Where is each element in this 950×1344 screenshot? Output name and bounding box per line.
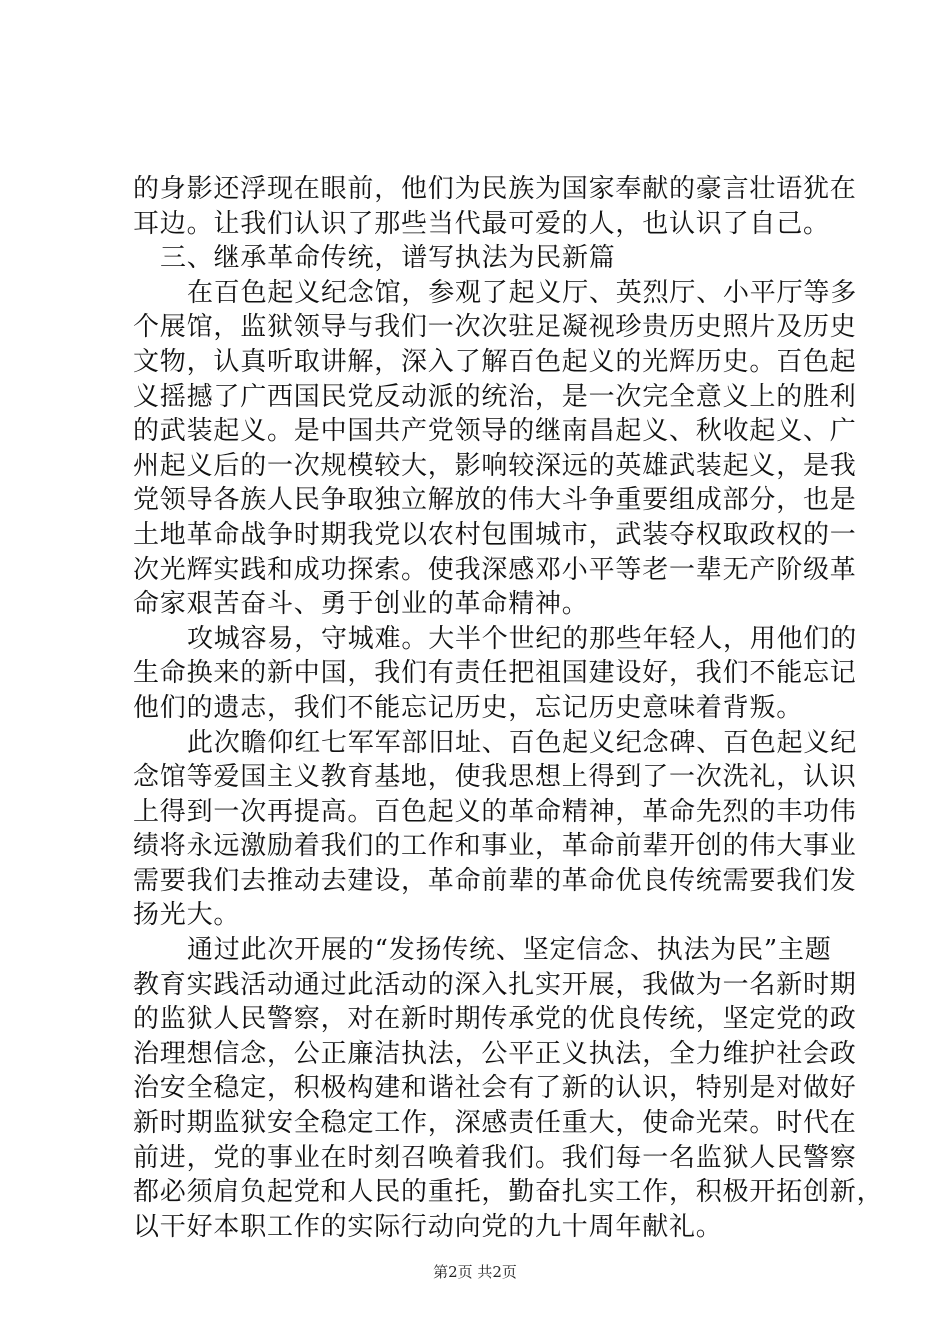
text-line: 次光辉实践和成功探索。使我深感邓小平等老一辈无产阶级革 xyxy=(133,554,857,585)
section-heading: 三、继承革命传统，谱写执法为民新篇 xyxy=(160,243,616,274)
text-line: 土地革命战争时期我党以农村包围城市，武装夺权取政权的一 xyxy=(133,519,857,550)
text-line: 治理想信念，公正廉洁执法，公平正义执法，全力维护社会政 xyxy=(133,1038,857,1069)
paragraph-first-line: 此次瞻仰红七军军部旧址、百色起义纪念碑、百色起义纪 xyxy=(187,727,858,758)
text-line: 他们的遗志，我们不能忘记历史，忘记历史意味着背叛。 xyxy=(133,692,804,723)
text-line: 的监狱人民警察，对在新时期传承党的优良传统，坚定党的政 xyxy=(133,1004,857,1035)
text-line: 绩将永远激励着我们的工作和事业，革命前辈开创的伟大事业 xyxy=(133,831,857,862)
text-line: 生命换来的新中国，我们有责任把祖国建设好，我们不能忘记 xyxy=(133,658,857,689)
text-line: 州起义后的一次规模较大，影响较深远的英雄武装起义，是我 xyxy=(133,450,857,481)
paragraph-first-line: 通过此次开展的“发扬传统、坚定信念、执法为民”主题 xyxy=(187,935,832,966)
text-line: 都必须肩负起党和人民的重托，勤奋扎实工作，积极开拓创新， xyxy=(133,1177,884,1208)
text-line: 党领导各族人民争取独立解放的伟大斗争重要组成部分，也是 xyxy=(133,485,857,516)
text-line: 新时期监狱安全稳定工作，深感责任重大，使命光荣。时代在 xyxy=(133,1108,857,1139)
text-line: 耳边。让我们认识了那些当代最可爱的人，也认识了自己。 xyxy=(133,208,830,239)
text-line: 治安全稳定，积极构建和谐社会有了新的认识，特别是对做好 xyxy=(133,1073,857,1104)
text-line: 个展馆，监狱领导与我们一次次驻足凝视珍贵历史照片及历史 xyxy=(133,312,857,343)
text-line: 教育实践活动通过此活动的深入扎实开展，我做为一名新时期 xyxy=(133,969,857,1000)
text-line: 义摇撼了广西国民党反动派的统治，是一次完全意义上的胜利 xyxy=(133,381,857,412)
text-line: 上得到一次再提高。百色起义的革命精神，革命先烈的丰功伟 xyxy=(133,796,857,827)
text-line: 扬光大。 xyxy=(133,900,241,931)
text-line: 的武装起义。是中国共产党领导的继南昌起义、秋收起义、广 xyxy=(133,416,857,447)
text-line: 文物，认真听取讲解，深入了解百色起义的光辉历史。百色起 xyxy=(133,346,857,377)
text-line: 命家艰苦奋斗、勇于创业的革命精神。 xyxy=(133,589,589,620)
page-number-footer: 第2页 共2页 xyxy=(433,1263,517,1281)
paragraph-first-line: 攻城容易，守城难。大半个世纪的那些年轻人，用他们的 xyxy=(187,623,858,654)
text-line: 前进，党的事业在时刻召唤着我们。我们每一名监狱人民警察 xyxy=(133,1142,857,1173)
text-line: 念馆等爱国主义教育基地，使我思想上得到了一次洗礼，认识 xyxy=(133,762,857,793)
text-line: 的身影还浮现在眼前，他们为民族为国家奉献的豪言壮语犹在 xyxy=(133,174,857,204)
text-line: 以干好本职工作的实际行动向党的九十周年献礼。 xyxy=(133,1211,723,1242)
document-body xyxy=(133,172,884,1244)
text-line: 需要我们去推动去建设，革命前辈的革命优良传统需要我们发 xyxy=(133,865,857,896)
paragraph-first-line: 在百色起义纪念馆，参观了起义厅、英烈厅、小平厅等多 xyxy=(187,277,858,308)
